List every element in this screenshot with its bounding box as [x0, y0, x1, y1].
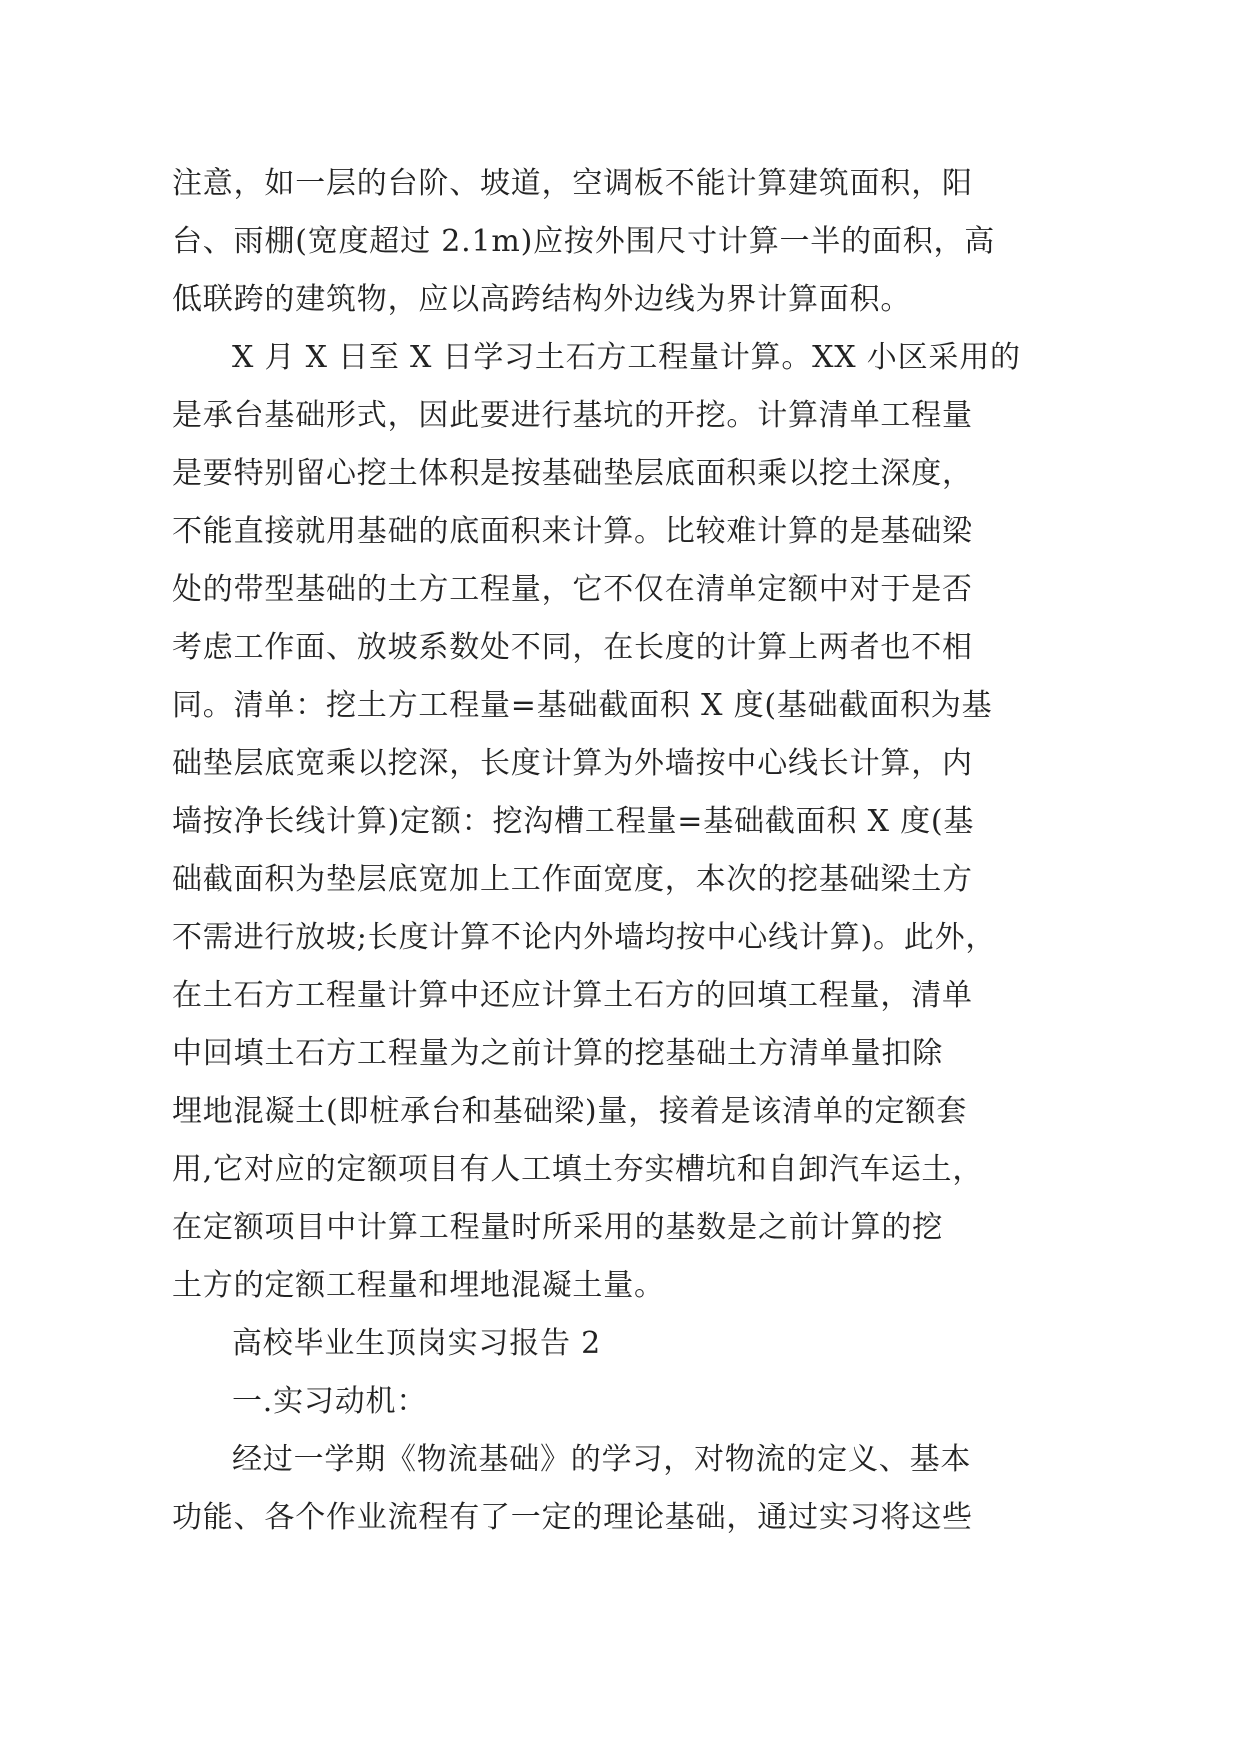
paragraph-line: 在定额项目中计算工程量时所采用的基数是之前计算的挖 — [172, 1210, 943, 1245]
paragraph-line: 是要特别留心挖土体积是按基础垫层底面积乘以挖土深度， — [172, 456, 973, 491]
document-body — [172, 155, 1021, 1547]
paragraph-line: 础截面积为垫层底宽加上工作面宽度，本次的挖基础梁土方 — [172, 862, 973, 897]
paragraph-line: 功能、各个作业流程有了一定的理论基础，通过实习将这些 — [172, 1500, 973, 1535]
paragraph-line: 是承台基础形式，因此要进行基坑的开挖。计算清单工程量 — [172, 398, 973, 433]
paragraph-line: 墙按净长线计算)定额：挖沟槽工程量=基础截面积 X 度(基 — [172, 804, 975, 839]
paragraph-line: 用,它对应的定额项目有人工填土夯实槽坑和自卸汽车运土， — [172, 1152, 984, 1187]
paragraph-line: 经过一学期《物流基础》的学习，对物流的定义、基本 — [232, 1442, 972, 1477]
paragraph-line: 中回填土石方工程量为之前计算的挖基础土方清单量扣除 — [172, 1036, 943, 1071]
paragraph-earthwork-calculation — [172, 329, 1021, 1315]
paragraph-line: 不能直接就用基础的底面积来计算。比较难计算的是基础梁 — [172, 514, 973, 549]
paragraph-line: 不需进行放坡;长度计算不论内外墙均按中心线计算)。此外， — [172, 920, 997, 955]
paragraph-line: 同。清单：挖土方工程量=基础截面积 X 度(基础截面积为基 — [172, 688, 993, 723]
paragraph-building-area-continued — [172, 155, 996, 329]
paragraph-line: 土方的定额工程量和埋地混凝土量。 — [172, 1268, 665, 1303]
section-title-line: 高校毕业生顶岗实习报告 2 — [232, 1326, 602, 1361]
paragraph-line: 处的带型基础的土方工程量，它不仅在清单定额中对于是否 — [172, 572, 973, 607]
paragraph-motivation — [172, 1431, 973, 1547]
paragraph-line: 低联跨的建筑物，应以高跨结构外边线为界计算面积。 — [172, 282, 912, 317]
paragraph-line: 台、雨棚(宽度超过 2.1m)应按外围尺寸计算一半的面积，高 — [172, 224, 996, 259]
paragraph-line: 考虑工作面、放坡系数处不同，在长度的计算上两者也不相 — [172, 630, 973, 665]
paragraph-line: 埋地混凝土(即桩承台和基础梁)量，接着是该清单的定额套 — [172, 1094, 968, 1129]
paragraph-line: X 月 X 日至 X 日学习土石方工程量计算。XX 小区采用的 — [232, 340, 1021, 375]
subsection-heading-line: 一.实习动机： — [232, 1384, 428, 1419]
paragraph-line: 注意，如一层的台阶、坡道，空调板不能计算建筑面积，阳 — [172, 166, 973, 201]
subsection-heading — [172, 1373, 943, 1431]
paragraph-line: 在土石方工程量计算中还应计算土石方的回填工程量，清单 — [172, 978, 973, 1013]
paragraph-line: 础垫层底宽乘以挖深，长度计算为外墙按中心线长计算，内 — [172, 746, 973, 781]
section-title — [172, 1315, 943, 1373]
